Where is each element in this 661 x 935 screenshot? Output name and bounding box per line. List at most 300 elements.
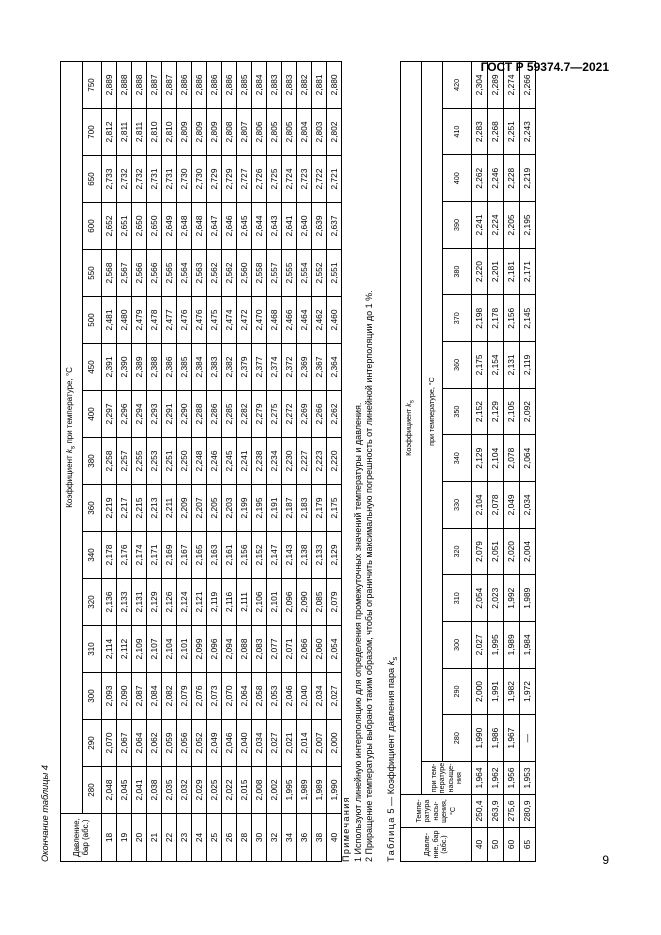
value-cell: 2,888 xyxy=(117,61,132,108)
saturation-temp-cell: 263,9 xyxy=(488,795,504,828)
value-cell: 2,205 xyxy=(207,485,222,532)
value-cell: 2,268 xyxy=(488,108,504,155)
value-cell: 2,022 xyxy=(222,767,237,814)
value-cell: 2,640 xyxy=(297,203,312,250)
value-cell: 2,291 xyxy=(162,391,177,438)
table4 xyxy=(60,61,342,862)
value-cell: 2,885 xyxy=(237,61,252,108)
value-cell: 2,809 xyxy=(192,109,207,156)
value-cell: 2,219 xyxy=(102,485,117,532)
table5-temperature-row xyxy=(443,61,472,861)
value-cell: 2,076 xyxy=(192,673,207,720)
value-cell: 2,639 xyxy=(312,203,327,250)
value-cell: 1,984 xyxy=(520,622,536,669)
value-cell: 2,377 xyxy=(252,344,267,391)
value-cell: 1,995 xyxy=(488,622,504,669)
value-cell: 2,105 xyxy=(504,388,520,435)
value-cell: 2,385 xyxy=(177,344,192,391)
value-cell: 1,992 xyxy=(504,575,520,622)
value-cell: 2,386 xyxy=(162,344,177,391)
value-cell: 2,241 xyxy=(472,202,488,249)
value-cell: 2,078 xyxy=(488,482,504,529)
value-cell: 2,129 xyxy=(488,388,504,435)
value-cell: 2,811 xyxy=(132,109,147,156)
table4-row xyxy=(192,61,207,861)
pressure-cell: 30 xyxy=(252,814,267,862)
value-cell: 2,064 xyxy=(132,720,147,767)
value-cell: 2,040 xyxy=(297,673,312,720)
at-saturation-cell: 1,962 xyxy=(488,762,504,795)
value-cell: 2,078 xyxy=(504,435,520,482)
value-cell: 2,802 xyxy=(327,109,342,156)
value-cell: 1,986 xyxy=(488,715,504,762)
value-cell: 2,220 xyxy=(472,248,488,295)
value-cell: 2,209 xyxy=(177,485,192,532)
value-cell: 2,183 xyxy=(297,485,312,532)
value-cell: 2,052 xyxy=(192,720,207,767)
note-2: 2 Приращение температуры выбрано таким образом, чтобы ограничить максимальную погрешность от линейной интерполяции до 1 %. xyxy=(364,290,374,862)
value-cell: 2,015 xyxy=(237,767,252,814)
value-cell: 2,096 xyxy=(207,626,222,673)
value-cell: 2,567 xyxy=(117,250,132,297)
value-cell: 2,178 xyxy=(488,295,504,342)
table5-row xyxy=(504,61,520,861)
value-cell: 2,637 xyxy=(327,203,342,250)
pressure-cell: 26 xyxy=(222,814,237,862)
value-cell: 2,049 xyxy=(504,482,520,529)
table4-temp-header: 700 xyxy=(82,109,101,156)
value-cell: 2,112 xyxy=(117,626,132,673)
value-cell: 1,982 xyxy=(504,668,520,715)
value-cell: 2,152 xyxy=(252,532,267,579)
value-cell: 2,372 xyxy=(282,344,297,391)
value-cell: 2,161 xyxy=(222,532,237,579)
value-cell: 2,156 xyxy=(504,295,520,342)
value-cell: 2,475 xyxy=(207,297,222,344)
pressure-cell: 34 xyxy=(282,814,297,862)
value-cell: 2,253 xyxy=(147,438,162,485)
pressure-cell: 40 xyxy=(327,814,342,862)
value-cell: 2,883 xyxy=(282,61,297,108)
table4-row xyxy=(117,61,132,861)
table4-temp-header: 450 xyxy=(82,344,101,391)
value-cell: 1,989 xyxy=(520,575,536,622)
table4-row xyxy=(297,61,312,861)
table4-row xyxy=(177,61,192,861)
value-cell: 2,175 xyxy=(472,342,488,389)
value-cell: 2,215 xyxy=(132,485,147,532)
value-cell: 2,804 xyxy=(297,109,312,156)
value-cell: 2,131 xyxy=(504,342,520,389)
value-cell: 2,466 xyxy=(282,297,297,344)
table4-temp-header: 550 xyxy=(82,250,101,297)
value-cell: 2,205 xyxy=(504,202,520,249)
pressure-cell: 40 xyxy=(472,828,488,862)
value-cell: 2,727 xyxy=(237,156,252,203)
value-cell: 2,073 xyxy=(207,673,222,720)
table5-temp-header: 300 xyxy=(443,622,472,669)
value-cell: 2,191 xyxy=(267,485,282,532)
value-cell: 2,136 xyxy=(102,579,117,626)
value-cell: 2,234 xyxy=(267,438,282,485)
value-cell: 2,054 xyxy=(327,626,342,673)
value-cell: 2,176 xyxy=(117,532,132,579)
value-cell: 2,369 xyxy=(297,344,312,391)
value-cell: 2,257 xyxy=(117,438,132,485)
table5-temp-header: 370 xyxy=(443,295,472,342)
value-cell: 2,886 xyxy=(192,61,207,108)
value-cell: 2,058 xyxy=(252,673,267,720)
value-cell: 2,880 xyxy=(327,61,342,108)
value-cell: 2,887 xyxy=(162,61,177,108)
value-cell: 2,566 xyxy=(132,250,147,297)
value-cell: 2,093 xyxy=(102,673,117,720)
value-cell: 2,286 xyxy=(207,391,222,438)
table4-temp-header: 400 xyxy=(82,391,101,438)
value-cell: 2,000 xyxy=(327,720,342,767)
value-cell: 2,462 xyxy=(312,297,327,344)
value-cell: 2,379 xyxy=(237,344,252,391)
value-cell: 2,730 xyxy=(177,156,192,203)
table4-row xyxy=(132,61,147,861)
value-cell: 2,648 xyxy=(177,203,192,250)
table4-temperature-row xyxy=(82,61,101,861)
pressure-cell: 50 xyxy=(488,828,504,862)
value-cell: 2,129 xyxy=(327,532,342,579)
value-cell: 2,195 xyxy=(252,485,267,532)
table4-temp-header: 320 xyxy=(82,579,101,626)
value-cell: 2,805 xyxy=(282,109,297,156)
value-cell: 2,181 xyxy=(504,248,520,295)
value-cell: 2,027 xyxy=(472,622,488,669)
value-cell: 2,646 xyxy=(222,203,237,250)
value-cell: 2,282 xyxy=(237,391,252,438)
table5-temp-header: 420 xyxy=(443,61,472,108)
value-cell: 2,644 xyxy=(252,203,267,250)
value-cell: 2,107 xyxy=(147,626,162,673)
value-cell: 2,266 xyxy=(312,391,327,438)
value-cell: 2,079 xyxy=(177,673,192,720)
value-cell: 2,211 xyxy=(162,485,177,532)
value-cell: 2,187 xyxy=(282,485,297,532)
value-cell: 2,119 xyxy=(207,579,222,626)
table4-row xyxy=(282,61,297,861)
value-cell: 2,245 xyxy=(222,438,237,485)
value-cell: 2,041 xyxy=(132,767,147,814)
value-cell: 2,266 xyxy=(520,61,536,108)
value-cell: 2,470 xyxy=(252,297,267,344)
value-cell: 2,241 xyxy=(237,438,252,485)
value-cell: 2,551 xyxy=(327,250,342,297)
value-cell: 2,722 xyxy=(312,156,327,203)
value-cell: 2,886 xyxy=(177,61,192,108)
value-cell: 2,460 xyxy=(327,297,342,344)
value-cell: 2,289 xyxy=(488,61,504,108)
rotated-page-content xyxy=(36,62,599,862)
value-cell: 2,228 xyxy=(504,155,520,202)
value-cell: 2,729 xyxy=(207,156,222,203)
value-cell: 2,106 xyxy=(252,579,267,626)
value-cell: 2,090 xyxy=(297,579,312,626)
value-cell: 2,390 xyxy=(117,344,132,391)
value-cell: 2,641 xyxy=(282,203,297,250)
value-cell: 2,294 xyxy=(132,391,147,438)
value-cell: 2,054 xyxy=(472,575,488,622)
pressure-cell: 32 xyxy=(267,814,282,862)
value-cell: 2,729 xyxy=(222,156,237,203)
value-cell: 2,092 xyxy=(520,388,536,435)
value-cell: 2,088 xyxy=(237,626,252,673)
value-cell: 2,171 xyxy=(147,532,162,579)
value-cell: 2,203 xyxy=(222,485,237,532)
value-cell: 2,000 xyxy=(472,668,488,715)
saturation-temp-cell: 280,9 xyxy=(520,795,536,828)
table4-temp-header: 310 xyxy=(82,626,101,673)
value-cell: 2,207 xyxy=(192,485,207,532)
value-cell: 2,023 xyxy=(488,575,504,622)
table4-temp-header: 380 xyxy=(82,438,101,485)
value-cell: 2,480 xyxy=(117,297,132,344)
value-cell: 2,201 xyxy=(488,248,504,295)
value-cell: 2,027 xyxy=(267,720,282,767)
saturation-temp-cell: 275,6 xyxy=(504,795,520,828)
value-cell: 2,557 xyxy=(267,250,282,297)
table5-temp-group-header: при температуре, °С xyxy=(422,61,443,761)
value-cell: 2,025 xyxy=(207,767,222,814)
value-cell: 1,989 xyxy=(312,767,327,814)
value-cell: 2,077 xyxy=(267,626,282,673)
table4-temp-header: 650 xyxy=(82,156,101,203)
value-cell: 2,730 xyxy=(192,156,207,203)
value-cell: 2,468 xyxy=(267,297,282,344)
value-cell: 2,121 xyxy=(192,579,207,626)
value-cell: 2,647 xyxy=(207,203,222,250)
value-cell: 2,165 xyxy=(192,532,207,579)
value-cell: 2,067 xyxy=(117,720,132,767)
value-cell: 2,064 xyxy=(520,435,536,482)
value-cell: 2,040 xyxy=(237,720,252,767)
table5-temp-header: 340 xyxy=(443,435,472,482)
value-cell: 2,554 xyxy=(297,250,312,297)
value-cell: 2,283 xyxy=(472,108,488,155)
value-cell: 2,020 xyxy=(504,528,520,575)
table4-temp-header: 280 xyxy=(82,767,101,814)
value-cell: 2,649 xyxy=(162,203,177,250)
table4-temp-header: 290 xyxy=(82,720,101,767)
value-cell: 2,124 xyxy=(177,579,192,626)
value-cell: 2,391 xyxy=(102,344,117,391)
value-cell: 2,174 xyxy=(132,532,147,579)
value-cell: 2,087 xyxy=(132,673,147,720)
value-cell: 2,230 xyxy=(282,438,297,485)
value-cell: 2,558 xyxy=(252,250,267,297)
value-cell: 2,810 xyxy=(147,109,162,156)
value-cell: 2,138 xyxy=(297,532,312,579)
value-cell: 2,805 xyxy=(267,109,282,156)
value-cell: 2,104 xyxy=(162,626,177,673)
value-cell: 2,034 xyxy=(312,673,327,720)
value-cell: 2,725 xyxy=(267,156,282,203)
value-cell: 2,178 xyxy=(102,532,117,579)
value-cell: 2,651 xyxy=(117,203,132,250)
value-cell: 2,560 xyxy=(237,250,252,297)
value-cell: 1,991 xyxy=(488,668,504,715)
value-cell: 2,219 xyxy=(520,155,536,202)
value-cell: 2,474 xyxy=(222,297,237,344)
value-cell: 2,094 xyxy=(222,626,237,673)
table5-temp-header: 320 xyxy=(443,528,472,575)
table4-temp-header: 300 xyxy=(82,673,101,720)
value-cell: 2,045 xyxy=(117,767,132,814)
value-cell: 2,104 xyxy=(472,482,488,529)
value-cell: 2,070 xyxy=(222,673,237,720)
value-cell: 2,129 xyxy=(472,435,488,482)
value-cell: 2,382 xyxy=(222,344,237,391)
value-cell: 2,171 xyxy=(520,248,536,295)
table5-row xyxy=(488,61,504,861)
table4-temp-header: 360 xyxy=(82,485,101,532)
table4-row xyxy=(162,61,177,861)
value-cell: 2,227 xyxy=(297,438,312,485)
saturation-temp-cell: 250,4 xyxy=(472,795,488,828)
value-cell: 2,886 xyxy=(207,61,222,108)
value-cell: 2,032 xyxy=(177,767,192,814)
document-id: ГОСТ Р 59374.7—2021 xyxy=(480,60,609,74)
value-cell: 2,116 xyxy=(222,579,237,626)
value-cell: 2,085 xyxy=(312,579,327,626)
value-cell: 2,258 xyxy=(102,438,117,485)
table4-row xyxy=(267,61,282,861)
value-cell: 2,251 xyxy=(504,108,520,155)
at-saturation-cell: 1,953 xyxy=(520,762,536,795)
value-cell: 2,246 xyxy=(488,155,504,202)
value-cell: 2,238 xyxy=(252,438,267,485)
value-cell: 2,056 xyxy=(177,720,192,767)
value-cell: 2,243 xyxy=(520,108,536,155)
value-cell: 2,810 xyxy=(162,109,177,156)
value-cell: 2,224 xyxy=(488,202,504,249)
value-cell: 1,990 xyxy=(327,767,342,814)
value-cell: 2,564 xyxy=(177,250,192,297)
value-cell: 2,004 xyxy=(520,528,536,575)
value-cell: 2,038 xyxy=(147,767,162,814)
value-cell: 2,199 xyxy=(237,485,252,532)
value-cell: 2,568 xyxy=(102,250,117,297)
value-cell: 2,029 xyxy=(192,767,207,814)
table5-temp-header: 400 xyxy=(443,155,472,202)
value-cell: 2,293 xyxy=(147,391,162,438)
value-cell: 2,059 xyxy=(162,720,177,767)
value-cell: 2,131 xyxy=(132,579,147,626)
value-cell: 2,145 xyxy=(520,295,536,342)
value-cell: 2,223 xyxy=(312,438,327,485)
pressure-cell: 20 xyxy=(132,814,147,862)
value-cell: 2,275 xyxy=(267,391,282,438)
value-cell: 2,111 xyxy=(237,579,252,626)
value-cell: 2,246 xyxy=(207,438,222,485)
value-cell: 2,882 xyxy=(297,61,312,108)
value-cell: 2,084 xyxy=(147,673,162,720)
value-cell: 2,046 xyxy=(282,673,297,720)
table4-temp-header: 340 xyxy=(82,532,101,579)
value-cell: 2,812 xyxy=(102,109,117,156)
value-cell: 2,213 xyxy=(147,485,162,532)
value-cell: 2,082 xyxy=(162,673,177,720)
table4-row xyxy=(147,61,162,861)
value-cell: 2,248 xyxy=(192,438,207,485)
value-cell: 1,972 xyxy=(520,668,536,715)
value-cell: 2,808 xyxy=(222,109,237,156)
value-cell: 2,167 xyxy=(177,532,192,579)
value-cell: 2,274 xyxy=(504,61,520,108)
value-cell: 2,367 xyxy=(312,344,327,391)
value-cell: 2,296 xyxy=(117,391,132,438)
table4-row xyxy=(312,61,327,861)
table5-row xyxy=(472,61,488,861)
value-cell: 2,472 xyxy=(237,297,252,344)
value-cell: 2,811 xyxy=(117,109,132,156)
value-cell: 2,021 xyxy=(282,720,297,767)
value-cell: 2,731 xyxy=(162,156,177,203)
value-cell: 2,304 xyxy=(472,61,488,108)
value-cell: 2,389 xyxy=(132,344,147,391)
value-cell: 2,481 xyxy=(102,297,117,344)
table4-pressure-header: Давление, бар (абс.) xyxy=(61,814,102,862)
value-cell: 2,383 xyxy=(207,344,222,391)
table4-temp-header: 600 xyxy=(82,203,101,250)
value-cell: 2,881 xyxy=(312,61,327,108)
value-cell: 2,464 xyxy=(297,297,312,344)
table4-temp-header: 750 xyxy=(82,61,101,108)
value-cell: 2,090 xyxy=(117,673,132,720)
value-cell: 2,007 xyxy=(312,720,327,767)
value-cell: 2,262 xyxy=(472,155,488,202)
value-cell: 2,562 xyxy=(207,250,222,297)
value-cell: 2,156 xyxy=(237,532,252,579)
value-cell: 2,269 xyxy=(297,391,312,438)
value-cell: 2,648 xyxy=(192,203,207,250)
value-cell: 2,374 xyxy=(267,344,282,391)
value-cell: 2,650 xyxy=(147,203,162,250)
value-cell: 2,563 xyxy=(192,250,207,297)
table4-row xyxy=(327,61,342,861)
value-cell: 2,250 xyxy=(177,438,192,485)
pressure-cell: 24 xyxy=(192,814,207,862)
value-cell: 2,053 xyxy=(267,673,282,720)
table5-caption: Таблица 5 — Коэффициент давления пара $k_s$ xyxy=(386,656,399,862)
value-cell: 2,101 xyxy=(177,626,192,673)
value-cell: 2,147 xyxy=(267,532,282,579)
pressure-cell: 60 xyxy=(504,828,520,862)
value-cell: 2,388 xyxy=(147,344,162,391)
value-cell: 2,083 xyxy=(252,626,267,673)
value-cell: 2,476 xyxy=(177,297,192,344)
value-cell: 2,152 xyxy=(472,388,488,435)
pressure-cell: 23 xyxy=(177,814,192,862)
value-cell: 2,070 xyxy=(102,720,117,767)
value-cell: 2,562 xyxy=(222,250,237,297)
at-saturation-cell: 1,964 xyxy=(472,762,488,795)
pressure-cell: 18 xyxy=(102,814,117,862)
value-cell: 2,566 xyxy=(147,250,162,297)
value-cell: 2,104 xyxy=(488,435,504,482)
value-cell: 2,034 xyxy=(252,720,267,767)
table5-temp-header: 310 xyxy=(443,575,472,622)
table5-pressure-header: Давле-ние, бар (абс.) xyxy=(401,828,472,862)
table4-row xyxy=(237,61,252,861)
table5-row xyxy=(520,61,536,861)
table5-temp-header: 380 xyxy=(443,248,472,295)
